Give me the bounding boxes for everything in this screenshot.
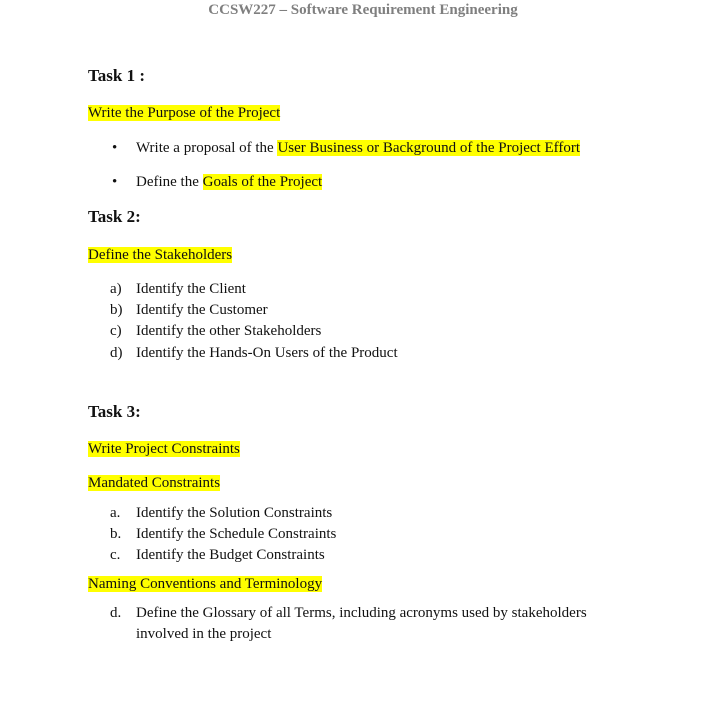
list-item: Identify the Hands-On Users of the Product [136, 345, 398, 361]
bullet-icon: • [112, 174, 118, 190]
task2-heading: Define the Stakeholders [88, 247, 233, 263]
list-marker: a) [110, 281, 122, 297]
list-item-line-1: Define the Glossary of all Terms, including acronyms used by stakeholders [136, 605, 587, 621]
task1-heading: Write the Purpose of the Project [88, 105, 281, 121]
task3-subheading-mandated: Mandated Constraints [88, 475, 221, 491]
list-marker: a. [110, 505, 121, 521]
list-marker: d) [110, 345, 123, 361]
list-item: Identify the Customer [136, 302, 268, 318]
list-marker: b. [110, 526, 122, 542]
list-item: Identify the Solution Constraints [136, 505, 333, 521]
list-marker: b) [110, 302, 123, 318]
list-marker: c) [110, 323, 122, 339]
list-item: Identify the Schedule Constraints [136, 526, 337, 542]
list-item: Identify the other Stakeholders [136, 323, 322, 339]
list-item: Identify the Budget Constraints [136, 547, 325, 563]
task3-title: Task 3: [88, 402, 141, 421]
bullet-icon: • [112, 140, 118, 156]
task1-title: Task 1 : [88, 66, 146, 85]
task2-title: Task 2: [88, 207, 141, 226]
list-marker: c. [110, 547, 121, 563]
list-item: Identify the Client [136, 281, 246, 297]
task1-bullet-1: Write a proposal of the User Business or Background of the Project Effort [136, 140, 581, 156]
list-item-line-2: involved in the project [136, 626, 272, 642]
document-header: CCSW227 – Software Requirement Engineering [208, 2, 518, 18]
task1-bullet-2: Define the Goals of the Project [136, 174, 323, 190]
list-marker: d. [110, 605, 122, 621]
task3-subheading-naming: Naming Conventions and Terminology [88, 576, 323, 592]
task3-heading: Write Project Constraints [88, 441, 240, 457]
